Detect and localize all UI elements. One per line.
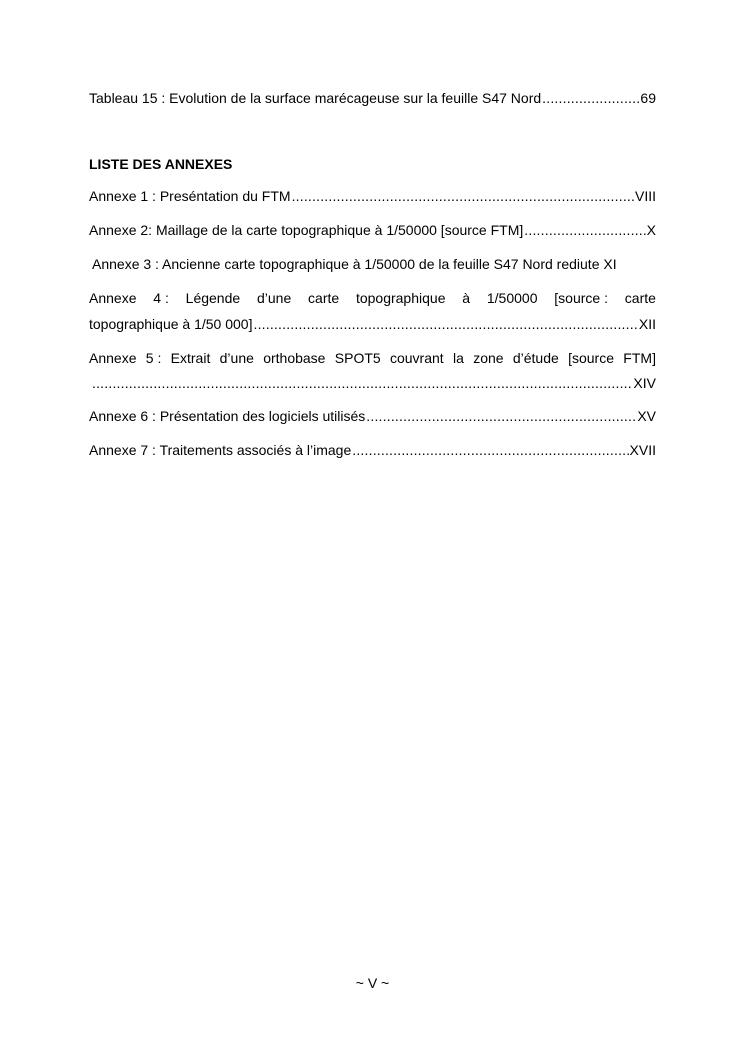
toc-entry-title: Annexe 1 : Preséntation du FTM [89,188,291,204]
dot-leader [542,89,639,107]
toc-entry-annexe-4-line-1[interactable] [89,289,656,307]
dot-leader [366,407,636,425]
toc-entry-annexe-2[interactable] [89,221,656,239]
word: carte [624,290,656,306]
toc-entry-page: XV [637,408,656,424]
word: zone [473,350,504,366]
toc-entry-annexe-1[interactable] [89,187,656,205]
word: SPOT5 [334,350,381,366]
toc-entry-page: VIII [634,188,656,204]
toc-entry-annexe-4-line-2[interactable] [89,315,656,333]
toc-entry-annexe-5-line-1[interactable] [89,349,656,367]
word: orthobase [263,350,326,366]
word: d’une [256,290,292,306]
word: d’une [219,350,254,366]
word: Légende [185,290,241,306]
toc-entry-annexe-6[interactable] [89,407,656,425]
word: carte [308,290,340,306]
word: 1/50000 [486,290,538,306]
toc-entry-title: Annexe 6 : Présentation des logiciels utilisés [89,408,366,424]
word: Extrait [170,350,211,366]
toc-entry-page: XVII [629,442,656,458]
toc-entry-page: XII [638,316,656,332]
word: [source [568,350,614,366]
dot-leader [524,221,645,239]
word: d’étude [512,350,559,366]
toc-entry-annexe-3[interactable] [92,255,656,273]
word: 4 : [153,290,169,306]
word: Annexe [89,350,137,366]
word: la [452,350,464,366]
toc-entry-title: Annexe 7 : Traitements associés à l’image [89,442,352,458]
toc-entry-page: 69 [640,90,656,106]
word: [source : [554,290,608,306]
word: couvrant [389,350,444,366]
word: FTM] [623,350,656,366]
toc-entry-title: Tableau 15 : Evolution de la surface marécageuse sur la feuille S47 Nord [89,90,542,106]
toc-entry-annexe-7[interactable] [89,441,656,459]
word: Annexe [89,290,137,306]
toc-entry-text: Annexe 3 : Ancienne carte topographique à 1/50000 de la feuille S47 Nord rediute XI [92,256,617,272]
toc-entry-title: Annexe 2: Maillage de la carte topographique à 1/50000 [source FTM] [89,222,524,238]
word: 5 : [145,350,162,366]
page-number-footer: ~ V ~ [355,975,390,991]
dot-leader [352,441,628,459]
dot-leader [92,374,632,392]
toc-entry-annexe-5-line-2[interactable] [92,374,656,392]
dot-leader [253,315,637,333]
section-heading-annexes: LISTE DES ANNEXES [89,156,233,172]
dot-leader [292,187,634,205]
toc-entry-page: X [646,222,656,238]
toc-entry-tableau-15[interactable] [89,89,656,107]
toc-entry-page: XIV [633,375,656,391]
word: topographique [355,290,446,306]
word: à [462,290,471,306]
toc-entry-title: topographique à 1/50 000] [89,316,253,332]
